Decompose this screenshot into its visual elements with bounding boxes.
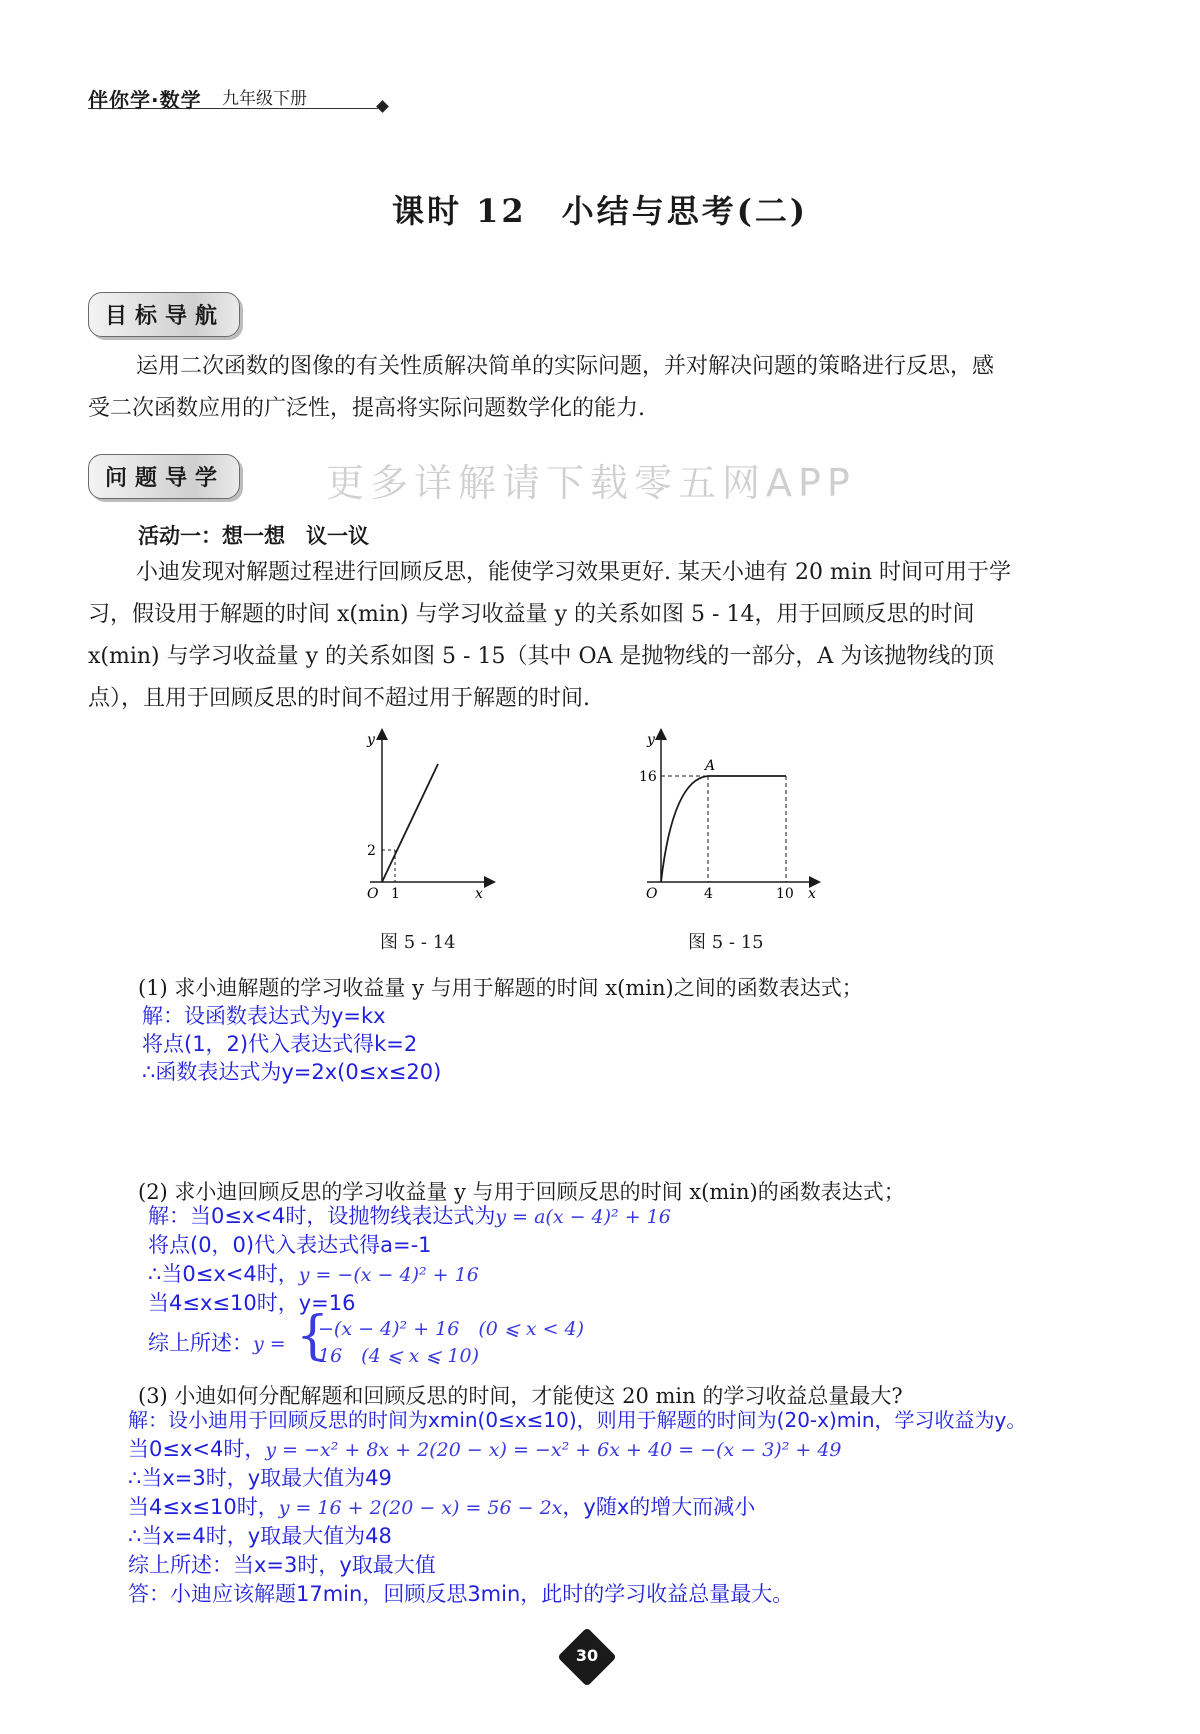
case-1-math: −(x − 4)² + 16 (0 ⩽ x < 4): [318, 1318, 585, 1340]
fig2-x-tick-10: 10: [776, 886, 794, 902]
q3-answer-line-3: ∴当x=3时，y取最大值为49: [128, 1466, 392, 1490]
q1-answer-line-1: 解：设函数表达式为y=kx: [142, 1004, 386, 1028]
q3-line4-math: y = 16 + 2(20 − x) = 56 − 2x: [278, 1497, 563, 1519]
q3-answer-line-6: 综上所述：当x=3时，y取最大值: [128, 1553, 436, 1577]
figure-5-15: [625, 722, 825, 902]
fig1-x-tick: 1: [391, 886, 400, 902]
q2-line3-text: ∴当0≤x<4时，: [148, 1262, 299, 1286]
q3-line2-text: 当0≤x<4时，: [128, 1437, 266, 1461]
fig1-origin: O: [367, 886, 379, 902]
q3-answer-line-7: 答：小迪应该解题17min，回顾反思3min，此时的学习收益总量最大。: [128, 1582, 794, 1606]
activity-heading: 活动一：想一想 议一议: [138, 524, 369, 548]
piecewise-brace: {: [296, 1306, 330, 1366]
piecewise-case-1: [318, 1314, 584, 1341]
q2-line1-text: 解：当0≤x<4时，设抛物线表达式为: [148, 1204, 496, 1228]
fig1-y-tick: 2: [367, 843, 376, 859]
book-title: 伴你学·数学: [88, 88, 202, 112]
goal-text-line-2: 受二次函数应用的广泛性，提高将实际问题数学化的能力.: [88, 396, 645, 421]
q2-answer-line-2: 将点(0，0)代入表达式得a=-1: [148, 1233, 432, 1257]
goal-text-line-1: 运用二次函数的图像的有关性质解决简单的实际问题，并对解决问题的策略进行反思，感: [136, 354, 995, 379]
parabola-OA: [661, 776, 708, 882]
q2-answer-line-5: [148, 1327, 286, 1357]
q2-line5-lhs: y =: [253, 1333, 286, 1355]
page-number: 30: [575, 1646, 599, 1665]
goal-badge: 目标导航: [88, 292, 240, 337]
activity-line-1: 小迪发现对解题过程进行回顾反思，能使学习效果更好. 某天小迪有 20 min 时间可用于学: [136, 560, 1012, 585]
header-rule: [88, 108, 378, 109]
q3-line2-math: y = −x² + 8x + 2(20 − x) = −x² + 6x + 40 = −(x − 3)² + 49: [265, 1439, 842, 1461]
problem-badge: 问题导学: [88, 454, 240, 499]
q3-answer-line-5: ∴当x=4时，y取最大值为48: [128, 1524, 392, 1548]
q2-line3-math: y = −(x − 4)² + 16: [298, 1264, 479, 1286]
figure-5-14: [355, 722, 505, 902]
q3-answer-line-2: [128, 1433, 842, 1463]
figure-5-15-caption: 图 5 - 15: [688, 932, 764, 953]
case-2-math: 16 (4 ⩽ x ⩽ 10): [318, 1345, 479, 1367]
fig1-y-label: y: [367, 732, 375, 748]
activity-line-4: 点），且用于回顾反思的时间不超过用于解题的时间.: [88, 686, 590, 711]
figure-5-14-caption: 图 5 - 14: [380, 932, 456, 953]
activity-line-3: x(min) 与学习收益量 y 的关系如图 5 - 15（其中 OA 是抛物线的一部分，A 为该抛物线的顶: [88, 644, 995, 669]
question-2: (2) 求小迪回顾反思的学习收益量 y 与用于回顾反思的时间 x(min)的函数表达式；: [138, 1180, 905, 1204]
q2-answer-line-1: [148, 1200, 671, 1230]
q3-line4-tail: ，y随x的增大而减小: [562, 1495, 756, 1519]
q1-answer-line-3: ∴函数表达式为y=2x(0≤x≤20): [142, 1060, 442, 1084]
activity-line-2: 习，假设用于解题的时间 x(min) 与学习收益量 y 的关系如图 5 - 14，用于回顾反思的时间: [88, 602, 975, 627]
question-1: (1) 求小迪解题的学习收益量 y 与用于解题的时间 x(min)之间的函数表达式；: [138, 976, 863, 1000]
piecewise-case-2: [318, 1341, 479, 1368]
diamond-icon: [376, 100, 389, 113]
line-y-2x: [382, 764, 438, 882]
q2-line1-math: y = a(x − 4)² + 16: [495, 1206, 671, 1228]
fig2-origin: O: [646, 886, 658, 902]
watermark: 更多详解请下载零五网APP: [326, 461, 856, 505]
q2-answer-line-3: [148, 1258, 479, 1288]
q3-answer-line-1: 解：设小迪用于回顾反思的时间为xmin(0≤x≤10)，则用于解题的时间为(20-x)min，学习收益为y。: [128, 1408, 1027, 1432]
fig2-x-label: x: [808, 886, 816, 902]
question-3: (3) 小迪如何分配解题和回顾反思的时间，才能使这 20 min 的学习收益总量最大?: [138, 1384, 903, 1408]
fig2-point-A: A: [705, 758, 716, 774]
fig2-y-tick: 16: [639, 769, 657, 785]
fig2-y-label: y: [647, 732, 655, 748]
q2-line5-text: 综上所述：: [148, 1331, 253, 1355]
grade-label: 九年级下册: [222, 89, 307, 109]
q3-line4-text: 当4≤x≤10时，: [128, 1495, 279, 1519]
q1-answer-line-2: 将点(1，2)代入表达式得k=2: [142, 1032, 418, 1056]
page-title: 课时 12 小结与思考(二): [392, 192, 808, 230]
fig1-x-label: x: [475, 886, 483, 902]
fig2-x-tick-4: 4: [704, 886, 713, 902]
q3-answer-line-4: [128, 1491, 755, 1521]
q2-answer-line-4: 当4≤x≤10时，y=16: [148, 1291, 356, 1315]
